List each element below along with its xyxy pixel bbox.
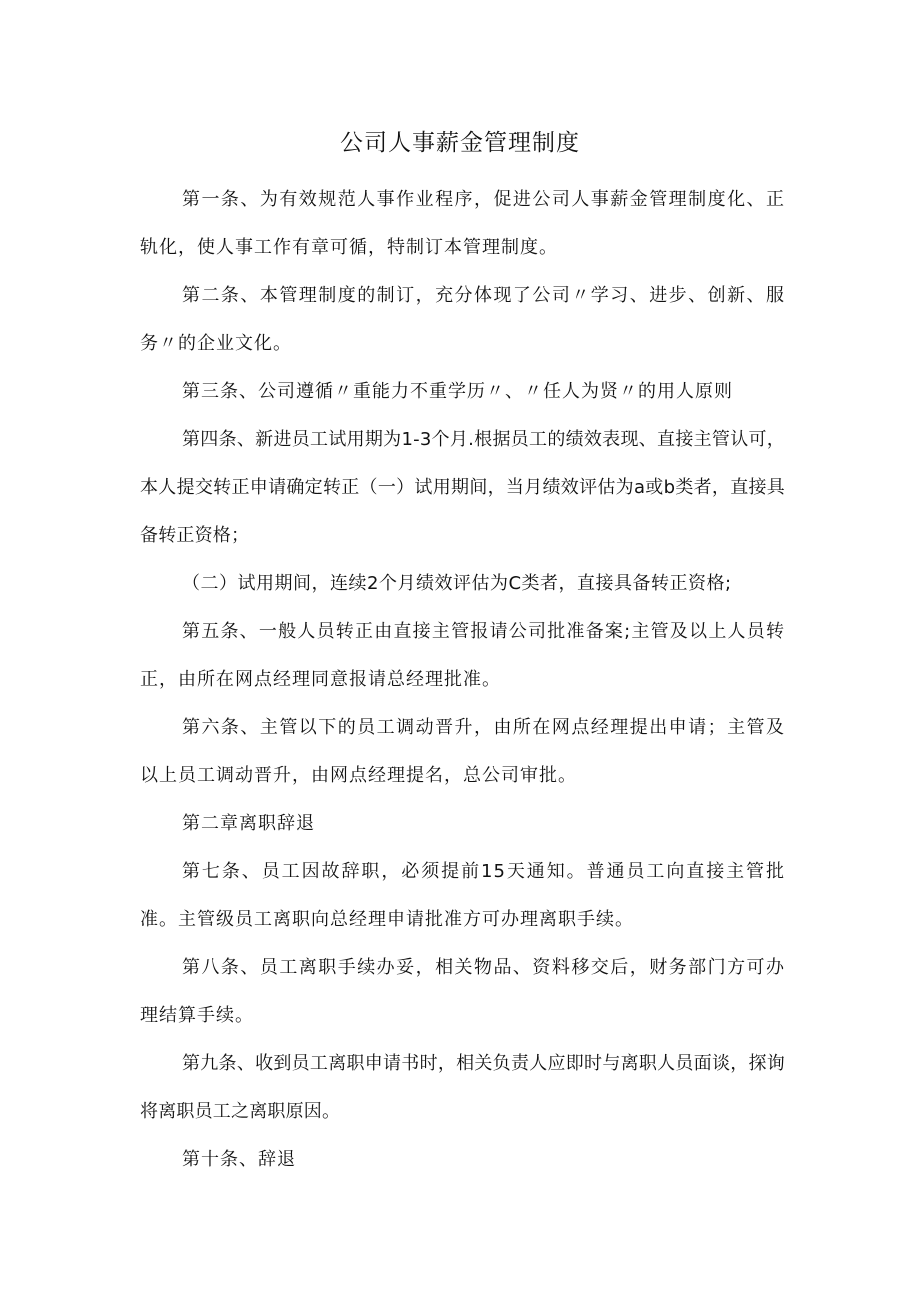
document-body xyxy=(140,176,785,1184)
document-title: 公司人事薪金管理制度 xyxy=(340,130,580,156)
article-9: 第九条、收到员工离职申请书时，相关负责人应即时与离职人员面谈，探询将离职员工之离职原因。 xyxy=(140,1053,785,1122)
article-4: 第四条、新进员工试用期为1-3个月.根据员工的绩效表现、直接主管认可，本人提交转正申请确定转正（一）试用期间，当月绩效评估为a或b类者，直接具备转正资格； xyxy=(140,429,785,546)
article-3: 第三条、公司遵循〃重能力不重学历〃、〃任人为贤〃的用人原则 xyxy=(182,381,733,402)
article-4-clause-2: （二）试用期间，连续2个月绩效评估为C类者，直接具备转正资格; xyxy=(182,573,732,594)
article-8: 第八条、员工离职手续办妥，相关物品、资料移交后，财务部门方可办理结算手续。 xyxy=(140,957,785,1026)
article-10: 第十条、辞退 xyxy=(182,1149,296,1170)
article-2: 第二条、本管理制度的制订，充分体现了公司〃学习、进步、创新、服务〃的企业文化。 xyxy=(140,285,785,354)
article-6: 第六条、主管以下的员工调动晋升，由所在网点经理提出申请；主管及以上员工调动晋升，由网点经理提名，总公司审批。 xyxy=(140,717,785,786)
article-1: 第一条、为有效规范人事作业程序，促进公司人事薪金管理制度化、正轨化，使人事工作有章可循，特制订本管理制度。 xyxy=(140,189,785,258)
article-5: 第五条、一般人员转正由直接主管报请公司批准备案;主管及以上人员转正，由所在网点经理同意报请总经理批准。 xyxy=(140,621,785,690)
article-7: 第七条、员工因故辞职，必须提前15天通知。普通员工向直接主管批准。主管级员工离职向总经理申请批准方可办理离职手续。 xyxy=(140,861,785,930)
chapter-2-heading: 第二章离职辞退 xyxy=(182,813,315,834)
